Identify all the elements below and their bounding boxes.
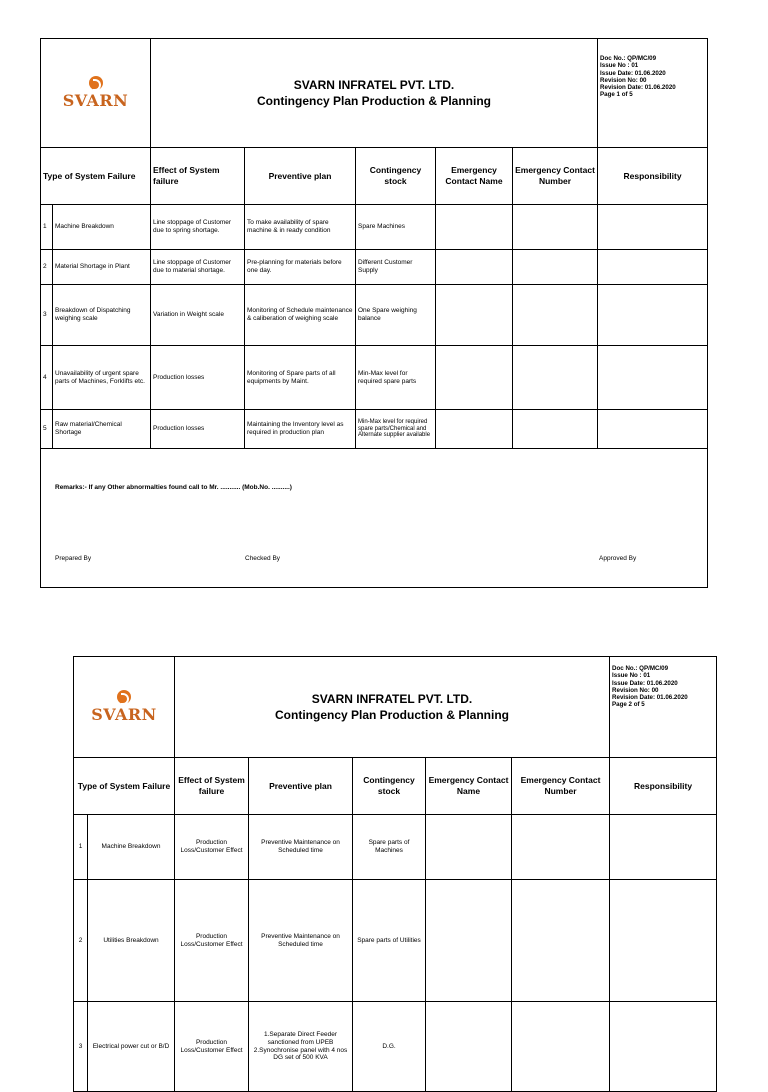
table-row: 3 Breakdown of Dispatching weighing scale Variation in Weight scale Monitoring of Schedule maintenance & caliberation of weighing scale One Spare weighing balance [41, 285, 708, 346]
contingency-table-page-1 [40, 38, 708, 588]
company-logo: SVARN [91, 690, 157, 724]
header-plan: Preventive plan [245, 148, 356, 205]
table-row: 3 Electrical power cut or B/D Production Loss/Customer Effect 1.Separate Direct Feeder sanctioned from UPEB 2.Synochronise panel with 4 nos DG set of 500 KVA D.G. [74, 1002, 717, 1092]
checked-by-label: Checked By [245, 555, 281, 562]
table-row: 2 Utilities Breakdown Production Loss/Customer Effect Preventive Maintenance on Scheduled time Spare parts of Utilities [74, 880, 717, 1002]
remarks-text: Remarks:- If any Other abnormalties found call to Mr. ........... (Mob.No. ..........) [55, 484, 292, 491]
title-cell [175, 657, 610, 758]
header-contact-name: Emergency Contact Name [436, 148, 513, 205]
document-page-2 [73, 656, 716, 1092]
contingency-table-page-2 [73, 656, 717, 1092]
header-type: Type of System Failure [41, 148, 151, 205]
table-row: 2 Material Shortage in Plant Line stoppage of Customer due to material shortage. Pre-planning for materials before one day. Different Customer Supply [41, 250, 708, 285]
document-page-1 [40, 38, 707, 588]
document-title: Contingency Plan Production & Planning [275, 708, 510, 722]
logo-icon [89, 76, 103, 90]
header-stock: Contingency stock [353, 758, 426, 815]
doc-info: Doc No.: QP/MC/09 Issue No : 01 Issue Date: 01.06.2020 Revision No: 00 Revision Date: 01.06.2020 Page 1 of 5 [598, 39, 708, 148]
header-stock: Contingency stock [356, 148, 436, 205]
prepared-by-label: Prepared By [55, 555, 92, 562]
company-name: SVARN INFRATEL PVT. LTD. [293, 78, 455, 92]
logo-cell [41, 39, 151, 148]
header-type: Type of System Failure [74, 758, 175, 815]
table-row: 1 Machine Breakdown Line stoppage of Customer due to spring shortage. To make availability of spare machine & in ready condition Spare Machines [41, 205, 708, 250]
logo-cell [74, 657, 175, 758]
header-effect: Effect of System failure [151, 148, 245, 205]
column-headers [41, 148, 708, 205]
company-logo: SVARN [63, 76, 129, 110]
header-responsibility: Responsibility [598, 148, 708, 205]
table-row: 4 Unavailability of urgent spare parts of Machines, Forklifts etc. Production losses Monitoring of Spare parts of all equipments by Maint. Min-Max level for required spare parts [41, 346, 708, 410]
column-headers [74, 758, 717, 815]
header-contact-name: Emergency Contact Name [426, 758, 512, 815]
table-row: 1 Machine Breakdown Production Loss/Customer Effect Preventive Maintenance on Scheduled time Spare parts of Machines [74, 815, 717, 880]
document-title: Contingency Plan Production & Planning [257, 94, 492, 108]
doc-info: Doc No.: QP/MC/09 Issue No : 01 Issue Date: 01.06.2020 Revision No: 00 Revision Date: 01.06.2020 Page 2 of 5 [610, 657, 717, 758]
title-cell [151, 39, 598, 148]
logo-icon [117, 690, 131, 704]
header-plan: Preventive plan [249, 758, 353, 815]
remarks-footer [41, 449, 708, 588]
header-responsibility: Responsibility [610, 758, 717, 815]
approved-by-label: Approved By [599, 555, 637, 562]
header-contact-number: Emergency Contact Number [512, 758, 610, 815]
table-row: 5 Raw material/Chemical Shortage Production losses Maintaining the Inventory level as required in production plan Min-Max level for required spare parts/Chemical and Alternate supplier available [41, 410, 708, 449]
header-effect: Effect of System failure [175, 758, 249, 815]
header-contact-number: Emergency Contact Number [513, 148, 598, 205]
company-name: SVARN INFRATEL PVT. LTD. [311, 692, 473, 706]
